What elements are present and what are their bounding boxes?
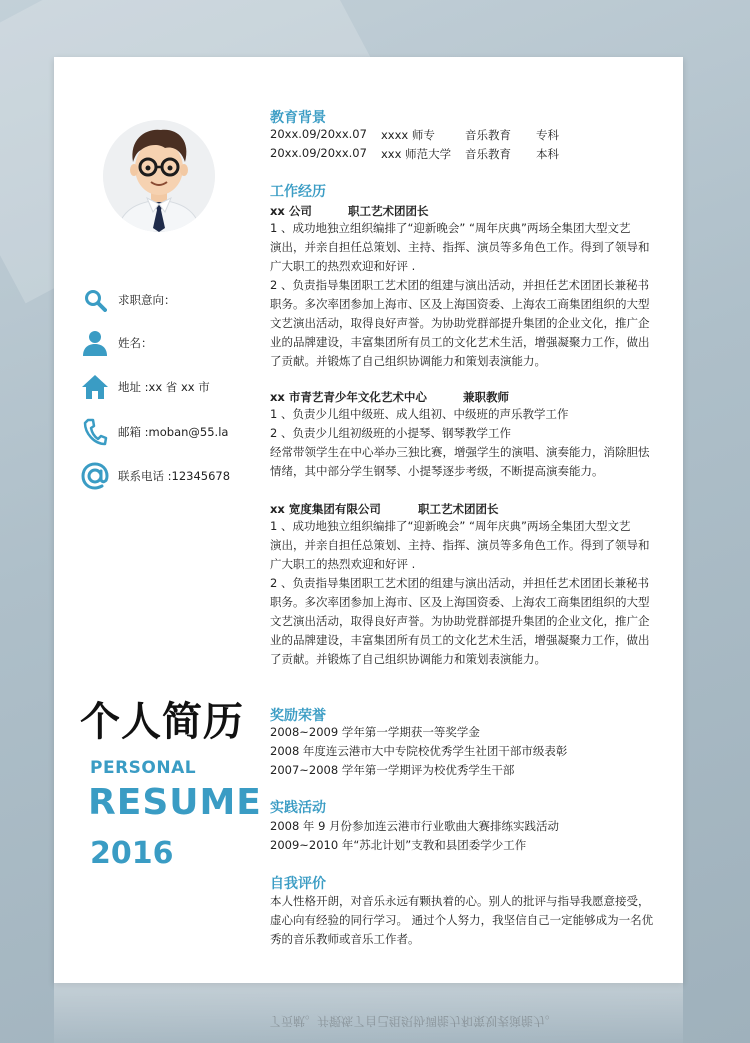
job-line: 了贡献。并锻炼了自己组织协调能力和策划表演能力。 (270, 354, 546, 368)
job-line: 情绪，其中部分学生钢琴、小提琴逐步考级，不断提高演奏能力。 (270, 464, 604, 478)
search-icon (80, 285, 110, 315)
contact-text: 姓名： (118, 336, 153, 350)
job-line: 了贡献。并锻炼了自己组织协调能力和策划表演能力。 (270, 652, 546, 666)
reflection-text: 了贡献。并锻炼了自己组织协调能力和策划表演能力。 (269, 1014, 558, 1028)
job-line: 广大职工的热烈欢迎和好评 . (270, 557, 416, 571)
contact-address (80, 372, 280, 402)
award-line: 2007~2008 学年第一学期评为校优秀学生干部 (270, 763, 515, 777)
page-reflection (54, 983, 683, 1043)
title-resume: RESUME (88, 782, 262, 823)
practice-line: 2009~2010 年“苏北计划”支教和县团委学少工作 (270, 838, 527, 852)
job-line: 演出，并亲自担任总策划、主持、指挥、演员等多角色工作。得到了领导和 (270, 240, 650, 254)
education-degree: 本科 (536, 147, 559, 161)
education-school: xxxx 师专 (381, 128, 435, 142)
job-line: 演出，并亲自担任总策划、主持、指挥、演员等多角色工作。得到了领导和 (270, 538, 650, 552)
self-line: 本人性格开朗，对音乐永远有颗执着的心。别人的批评与指导我愿意接受， (270, 894, 650, 908)
contact-name (80, 328, 280, 358)
job-company: xx 宽度集团有限公司 (270, 502, 381, 516)
home-icon (80, 372, 110, 402)
self-line: 虚心向有经验的同行学习。 通过个人努力，我坚信自己一定能够成为一名优 (270, 913, 654, 927)
section-title-education: 教育背景 (270, 110, 326, 126)
contact-phone (80, 461, 280, 491)
contact-text: 联系电话 :12345678 (118, 469, 231, 483)
job-line: 经常带领学生在中心举办三独比赛，增强学生的演唱、演奏能力，消除胆怯 (270, 445, 650, 459)
education-degree: 专科 (536, 128, 559, 142)
job-company: xx 市青艺青少年文化艺术中心 (270, 390, 427, 404)
section-title-awards: 奖励荣誉 (270, 708, 326, 724)
person-icon (80, 328, 110, 358)
section-title-practice: 实践活动 (270, 800, 326, 816)
job-line: 1 、负责少儿组中级班、成人组初、中级班的声乐教学工作 (270, 407, 569, 421)
job-line: 1 、成功地独立组织编排了“迎新晚会” “周年庆典”两场全集团大型文艺 (270, 519, 631, 533)
job-position: 兼职教师 (463, 390, 509, 404)
job-company: xx 公司 (270, 204, 312, 218)
job-line: 2 、负责指导集团职工艺术团的组建与演出活动，并担任艺术团团长兼秘书 (270, 278, 649, 292)
education-major: 音乐教育 (465, 128, 511, 142)
at-icon (80, 461, 110, 491)
job-line: 文艺演出活动，取得良好声誉。为协助党群部提升集团的企业文化，推广企 (270, 614, 650, 628)
job-line: 业的品牌建设，丰富集团所有员工的文化艺术生活，增强凝聚力工作，做出 (270, 335, 650, 349)
contact-job-intent (80, 285, 280, 315)
job-line: 职务。多次率团参加上海市、区及上海国资委、上海农工商集团组织的大型 (270, 297, 650, 311)
job-line: 文艺演出活动，取得良好声誉。为协助党群部提升集团的企业文化，推广企 (270, 316, 650, 330)
avatar-illustration (103, 120, 215, 232)
self-line: 秀的音乐教师或音乐工作者。 (270, 932, 420, 946)
practice-line: 2008 年 9 月份参加连云港市行业歌曲大赛排练实践活动 (270, 819, 560, 833)
award-line: 2008 年度连云港市大中专院校优秀学生社团干部市级表彰 (270, 744, 568, 758)
job-line: 2 、负责少儿组初级班的小提琴、钢琴教学工作 (270, 426, 511, 440)
job-line: 2 、负责指导集团职工艺术团的组建与演出活动，并担任艺术团团长兼秘书 (270, 576, 649, 590)
award-line: 2008~2009 学年第一学期获一等奖学金 (270, 725, 480, 739)
avatar (103, 120, 215, 232)
job-position: 职工艺术团团长 (348, 204, 429, 218)
contact-text: 地址 :xx 省 xx 市 (118, 380, 210, 394)
job-line: 广大职工的热烈欢迎和好评 . (270, 259, 416, 273)
title-personal: PERSONAL (90, 758, 197, 778)
section-title-work: 工作经历 (270, 184, 326, 200)
job-line: 职务。多次率团参加上海市、区及上海国资委、上海农工商集团组织的大型 (270, 595, 650, 609)
job-line: 业的品牌建设，丰富集团所有员工的文化艺术生活，增强凝聚力工作，做出 (270, 633, 650, 647)
phone-icon (80, 417, 110, 447)
education-major: 音乐教育 (465, 147, 511, 161)
education-school: xxx 师范大学 (381, 147, 452, 161)
title-year: 2016 (90, 836, 174, 871)
title-chinese: 个人简历 (80, 699, 244, 745)
contact-text: 求职意向： (118, 293, 176, 307)
contact-email (80, 417, 280, 447)
education-date: 20xx.09/20xx.07 (270, 127, 367, 141)
contact-text: 邮箱 :moban@55.la (118, 425, 229, 439)
education-date: 20xx.09/20xx.07 (270, 146, 367, 160)
job-position: 职工艺术团团长 (418, 502, 499, 516)
job-line: 1 、成功地独立组织编排了“迎新晚会” “周年庆典”两场全集团大型文艺 (270, 221, 631, 235)
section-title-self: 自我评价 (270, 876, 326, 892)
